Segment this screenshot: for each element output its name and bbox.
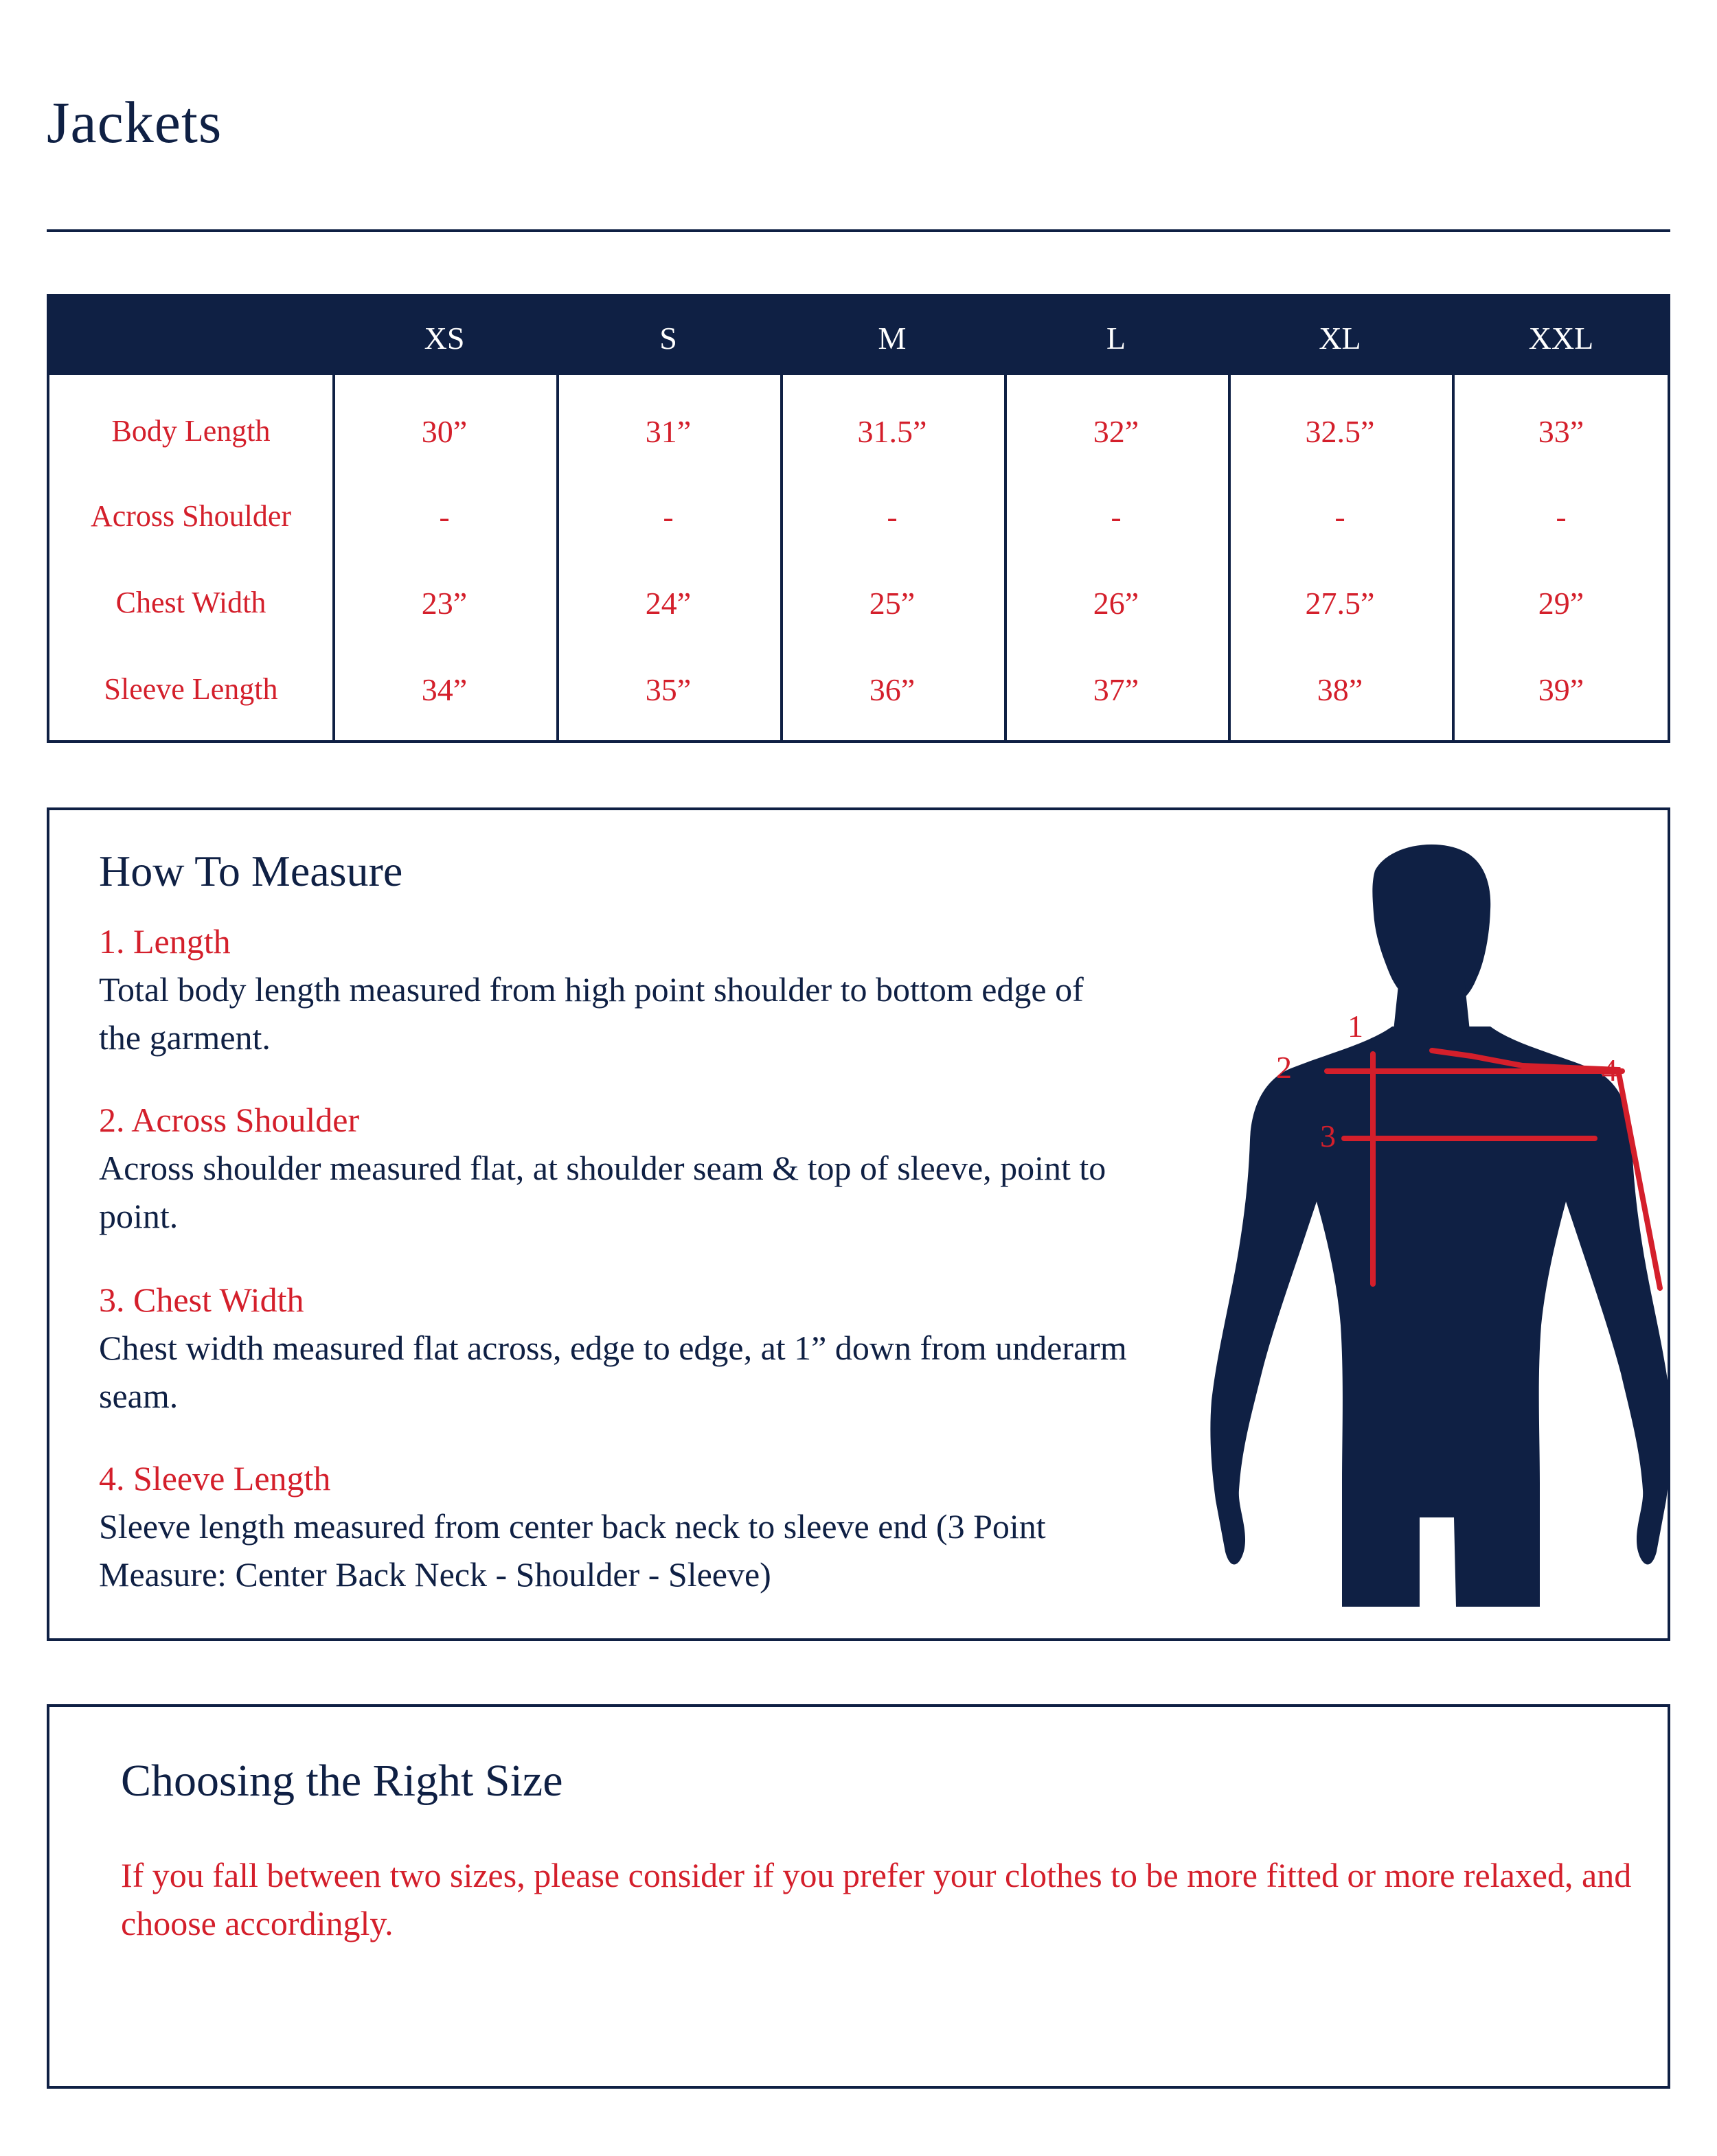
measure-item-across-shoulder (99, 1096, 1129, 1240)
table-cell: 32.5” (1305, 414, 1375, 449)
table-cell: 34” (421, 672, 468, 707)
size-table (47, 294, 1670, 743)
row-label-chest-width: Chest Width (115, 586, 266, 619)
how-to-measure-title: How To Measure (99, 847, 403, 895)
size-header-l: L (1106, 321, 1126, 356)
size-header-xl: XL (1319, 321, 1361, 356)
choosing-size-text: If you fall between two sizes, please consider if you prefer your clothes to be more fitted or more relaxed, and choose accordingly. (121, 1856, 1632, 1942)
table-cell: - (887, 499, 898, 534)
table-cell: 33” (1538, 414, 1584, 449)
table-cell: 32” (1093, 414, 1139, 449)
measure-item-description: Across shoulder measured flat, at shoulder seam & top of sleeve, point to point. (99, 1149, 1106, 1235)
measure-item-description: Sleeve length measured from center back neck to sleeve end (3 Point Measure: Center Back Neck - Shoulder - Sleeve) (99, 1507, 1046, 1594)
measure-item-description: Total body length measured from high point shoulder to bottom edge of the garment. (99, 970, 1084, 1057)
size-header-s: S (659, 321, 677, 356)
size-header-xxl: XXL (1528, 321, 1594, 356)
table-cell: - (1111, 499, 1122, 534)
figure-label-2: 2 (1276, 1050, 1292, 1085)
measure-item-heading: 3. Chest Width (99, 1281, 304, 1319)
figure-label-4: 4 (1602, 1053, 1617, 1088)
figure-label-1: 1 (1348, 1009, 1363, 1044)
table-cell: - (1334, 499, 1345, 534)
table-cell: 29” (1538, 586, 1584, 621)
choosing-size-title: Choosing the Right Size (121, 1756, 563, 1806)
table-cell: 31” (645, 414, 692, 449)
page-title: Jackets (47, 89, 223, 155)
table-cell: 36” (869, 672, 916, 707)
table-cell: - (663, 499, 674, 534)
figure-label-3: 3 (1320, 1119, 1336, 1154)
table-cell: 38” (1317, 672, 1363, 707)
size-header-row (49, 297, 1668, 375)
table-cell: 27.5” (1305, 586, 1375, 621)
row-label-sleeve-length: Sleeve Length (104, 672, 278, 706)
size-header-m: M (878, 321, 907, 356)
table-cell: 31.5” (857, 414, 927, 449)
table-cell: 37” (1093, 672, 1139, 707)
measure-item-heading: 4. Sleeve Length (99, 1459, 331, 1498)
measure-item-heading: 2. Across Shoulder (99, 1101, 360, 1139)
choosing-size-panel (47, 1704, 1670, 2089)
table-cell: 30” (421, 414, 468, 449)
row-label-body-length: Body Length (111, 414, 271, 448)
size-header-xs: XS (424, 321, 465, 356)
table-cell: 26” (1093, 586, 1139, 621)
title-divider (47, 229, 1670, 232)
table-cell: 23” (421, 586, 468, 621)
table-cell: 35” (645, 672, 692, 707)
table-cell: 24” (645, 586, 692, 621)
measure-item-sleeve-length (99, 1454, 1129, 1598)
measure-item-description: Chest width measured flat across, edge to edge, at 1” down from underarm seam. (99, 1329, 1127, 1415)
how-to-measure-panel (47, 807, 1670, 1641)
measure-item-heading: 1. Length (99, 922, 231, 961)
table-cell: 25” (869, 586, 916, 621)
table-cell: 39” (1538, 672, 1584, 707)
row-label-across-shoulder: Across Shoulder (90, 499, 292, 533)
body-measurement-figure (1148, 831, 1670, 1620)
table-cell: - (439, 499, 450, 534)
measure-item-chest-width (99, 1276, 1129, 1420)
measure-item-length (99, 917, 1129, 1062)
body-silhouette (1210, 845, 1670, 1607)
table-cell: - (1556, 499, 1567, 534)
